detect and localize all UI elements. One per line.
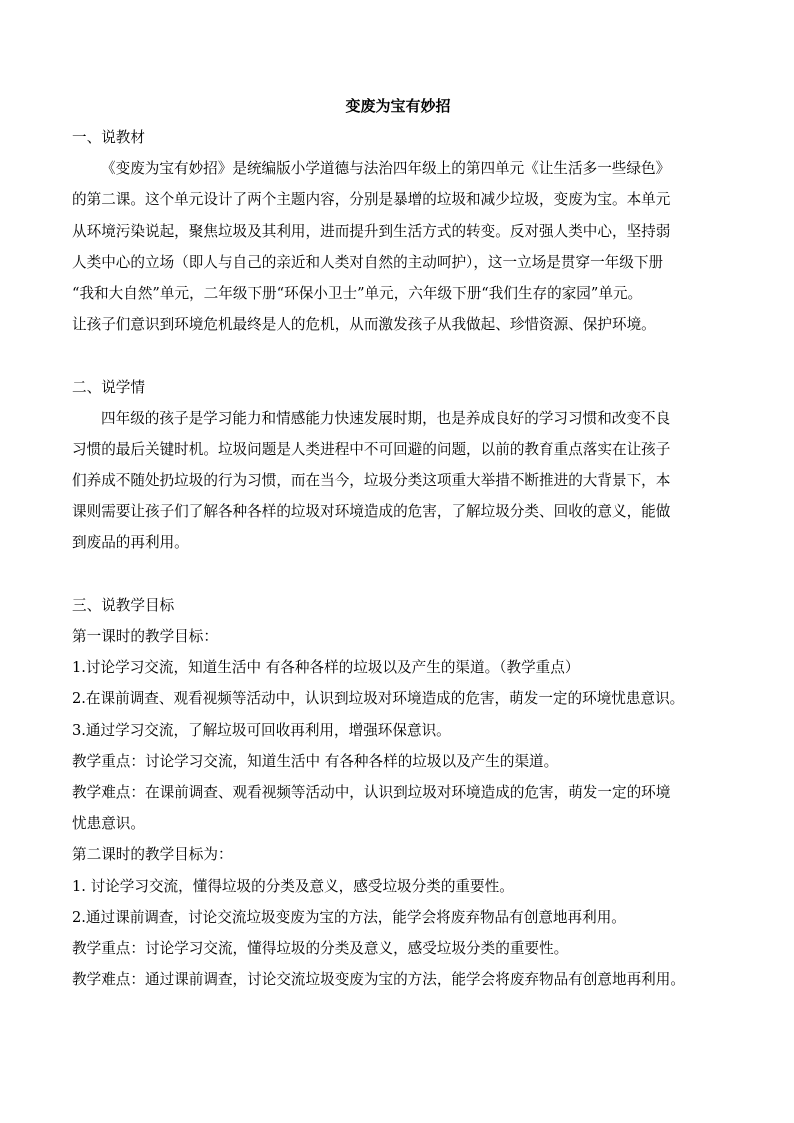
section-heading-student-analysis: 二、说学情 [72,378,145,396]
section-heading-teaching-goals: 三、说教学目标 [72,596,175,614]
document-page [72,92,724,995]
list-item: 1.讨论学习交流，知道生活中 有各种各样的垃圾以及产生的渠道。（教学重点） [72,659,580,677]
list-item: 第一课时的教学目标： [72,628,218,645]
paragraph-line: 从环境污染说起，聚焦垃圾及其利用，进而提升到生活方式的转变。反对强人类中心，坚持弱 [72,222,671,240]
paragraph-line: 习惯的最后关键时机。垃圾问题是人类进程中不可回避的问题，以前的教育重点落实在让孩子 [72,440,671,458]
spacer [72,559,724,590]
section-heading-teaching-material: 一、说教材 [72,129,145,146]
list-item: 2.通过课前调查，讨论交流垃圾变废为宝的方法，能学会将废弃物品有创意地再利用。 [72,908,626,926]
list-item: 教学难点：通过课前调查，讨论交流垃圾变废为宝的方法，能学会将废弃物品有创意地再利用。 [72,971,685,989]
paragraph-line: 让孩子们意识到环境危机最终是人的危机，从而激发孩子从我做起、珍惜资源、保护环境。 [72,316,656,334]
paragraph-line: 们养成不随处扔垃圾的行为习惯，而在当今，垃圾分类这项重大举措不断推进的大背景下，本 [72,472,671,490]
list-item: 3.通过学习交流，了解垃圾可回收再利用，增强环保意识。 [72,721,451,739]
paragraph-line: “我和大自然”单元，二年级下册“环保小卫士”单元，六年级下册“我们生存的家园”单元。 [72,284,643,302]
spacer [72,340,724,371]
list-item: 2.在课前调查、观看视频等活动中，认识到垃圾对环境造成的危害，萌发一定的环境忧患意识。 [72,690,685,708]
list-item: 第二课时的教学目标为： [72,846,233,864]
paragraph-line: 人类中心的立场（即人与自己的亲近和人类对自然的主动呵护），这一立场是贯穿一年级下册 [72,253,664,271]
paragraph-line: 到废品的再利用。 [72,534,189,552]
paragraph-line: 《变废为宝有妙招》是统编版小学道德与法治四年级上的第四单元《让生活多一些绿色》 [101,160,671,178]
paragraph-line: 的第二课。这个单元设计了两个主题内容，分别是暴增的垃圾和减少垃圾，变废为宝。本单元 [72,191,671,209]
list-item: 教学难点：在课前调查、观看视频等活动中，认识到垃圾对环境造成的危害，萌发一定的环境 [72,783,671,801]
document-title: 变废为宝有妙招 [345,97,451,115]
list-item: 1. 讨论学习交流，懂得垃圾的分类及意义，感受垃圾分类的重要性。 [72,877,514,895]
list-item: 教学重点：讨论学习交流，懂得垃圾的分类及意义，感受垃圾分类的重要性。 [72,939,569,957]
list-item: 教学重点：讨论学习交流，知道生活中 有各种各样的垃圾以及产生的渠道。 [72,752,559,770]
list-item: 忧患意识。 [72,815,145,833]
paragraph-line: 四年级的孩子是学习能力和情感能力快速发展时期，也是养成良好的学习习惯和改变不良 [101,409,671,427]
paragraph-line: 课则需要让孩子们了解各种各样的垃圾对环境造成的危害，了解垃圾分类、回收的意义，能做 [72,503,671,521]
